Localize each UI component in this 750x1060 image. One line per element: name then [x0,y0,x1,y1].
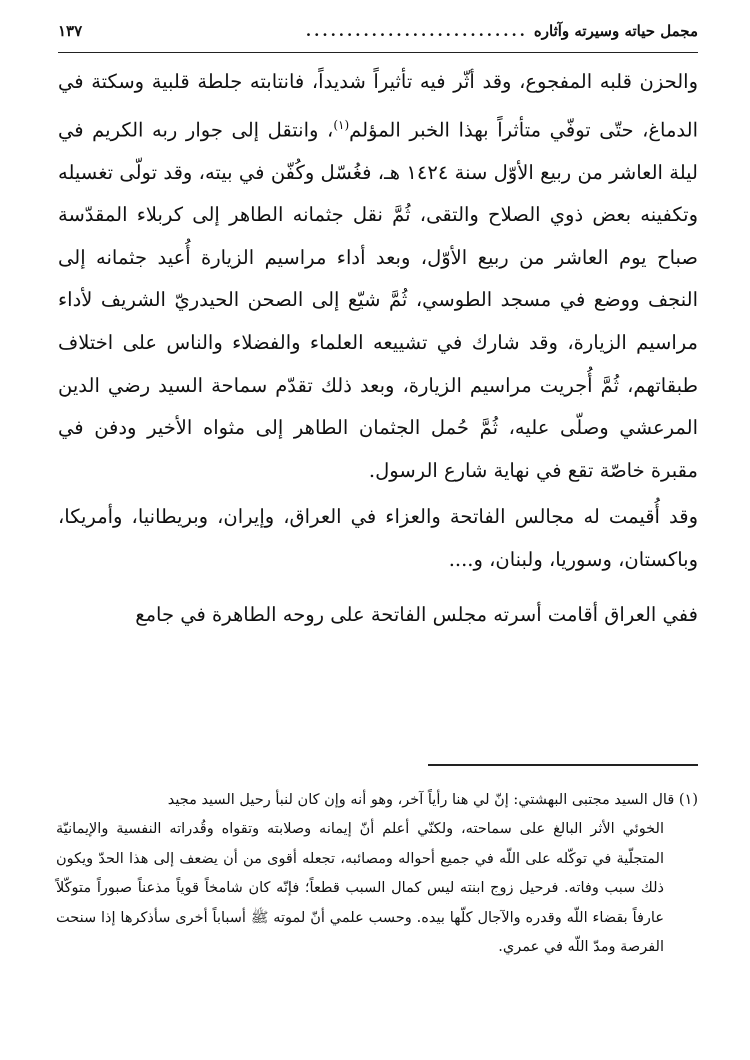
footnote-separator [428,764,698,766]
header-dots: ........................... [305,22,528,40]
footnote [56,786,698,962]
paragraph-3: ففي العراق أقامت أسرته مجلس الفاتحة على روحه الطاهرة في جامع [135,602,698,626]
body-text [58,61,698,636]
paragraph-2: وقد أُقيمت له مجالس الفاتحة والعزاء في العراق، وإيران، وبريطانيا، وأمريكا، وباكستان، وسوريا، ولبنان، و.... [58,505,698,572]
footnote-first-line: (١) قال السيد مجتبى البهشتي: إنّ لي هنا رأياً آخر، وهو أنه وإن كان لنبأ رحيل السيد مجيد [167,792,698,808]
paragraph-1 [58,61,698,492]
footnote-continuation: الخوئي الأثر البالغ على سماحته، ولكنّي أعلم أنّ إيمانه وصلابته وتقواه وقُدراته النفسية والإيمانيّة المتجلّية في توكّله على اللّه في جميع أحواله ومصائبه، تجعله أقوى من أن يضعف إلى هذا الحدّ ويكون ذلك سبب وفاته. فرحيل زوج ابنته ليس كمال السبب قطعاً؛ فإنّه كان شامخاً قوياً مذعناً صبوراً متوكّلاً عارفاً بقضاء اللّه وقدره والآجال كلّها بيده. وحسب علمي أنّ لموته ﷺ أسباباً أخرى سأذكرها إذا سنحت الفرصة ومدّ اللّه في عمري. [56,821,664,956]
running-header [58,22,698,53]
page-number: ١٣٧ [58,22,83,40]
footnote-reference[interactable]: (١) [333,117,350,132]
paragraph-1-part-a: والحزن قلبه المفجوع، وقد أثّر فيه تأثيراً شديداً، فانتابته جلطة قلبية وسكتة في الدماغ، حتّى توفّي متأثراً بهذا الخبر المؤلم [58,70,698,142]
page [58,22,698,636]
paragraph-1-part-b: ، وانتقل إلى جوار ربه الكريم في ليلة العاشر من ربيع الأوّل سنة ١٤٢٤ هـ، فغُسّل وكُفّن في بيته، وقد تولّى تغسيله وتكفينه بعض ذوي الصلاح والتقى، ثُمَّ نقل جثمانه الطاهر إلى كربلاء المقدّسة صباح يوم العاشر من ربيع الأوّل، وبعد أداء مراسيم الزيارة أُعيد جثمانه إلى النجف ووضع في مسجد الطوسي، ثُمَّ شيّع إلى الصحن الحيدريّ الشريف لأداء مراسيم الزيارة، وقد شارك في تشييعه العلماء والفضلاء والناس على اختلاف طبقاتهم، ثُمَّ أُجريت مراسيم الزيارة، وبعد ذلك تقدّم سماحة السيد رضي الدين المرعشي وصلّى عليه، ثُمَّ حُمل الجثمان الطاهر إلى مثواه الأخير ودفن في مقبرة خاصّة تقع في نهاية شارع الرسول. [58,118,698,482]
header-title: مجمل حياته وسيرته وآثاره [533,22,698,40]
